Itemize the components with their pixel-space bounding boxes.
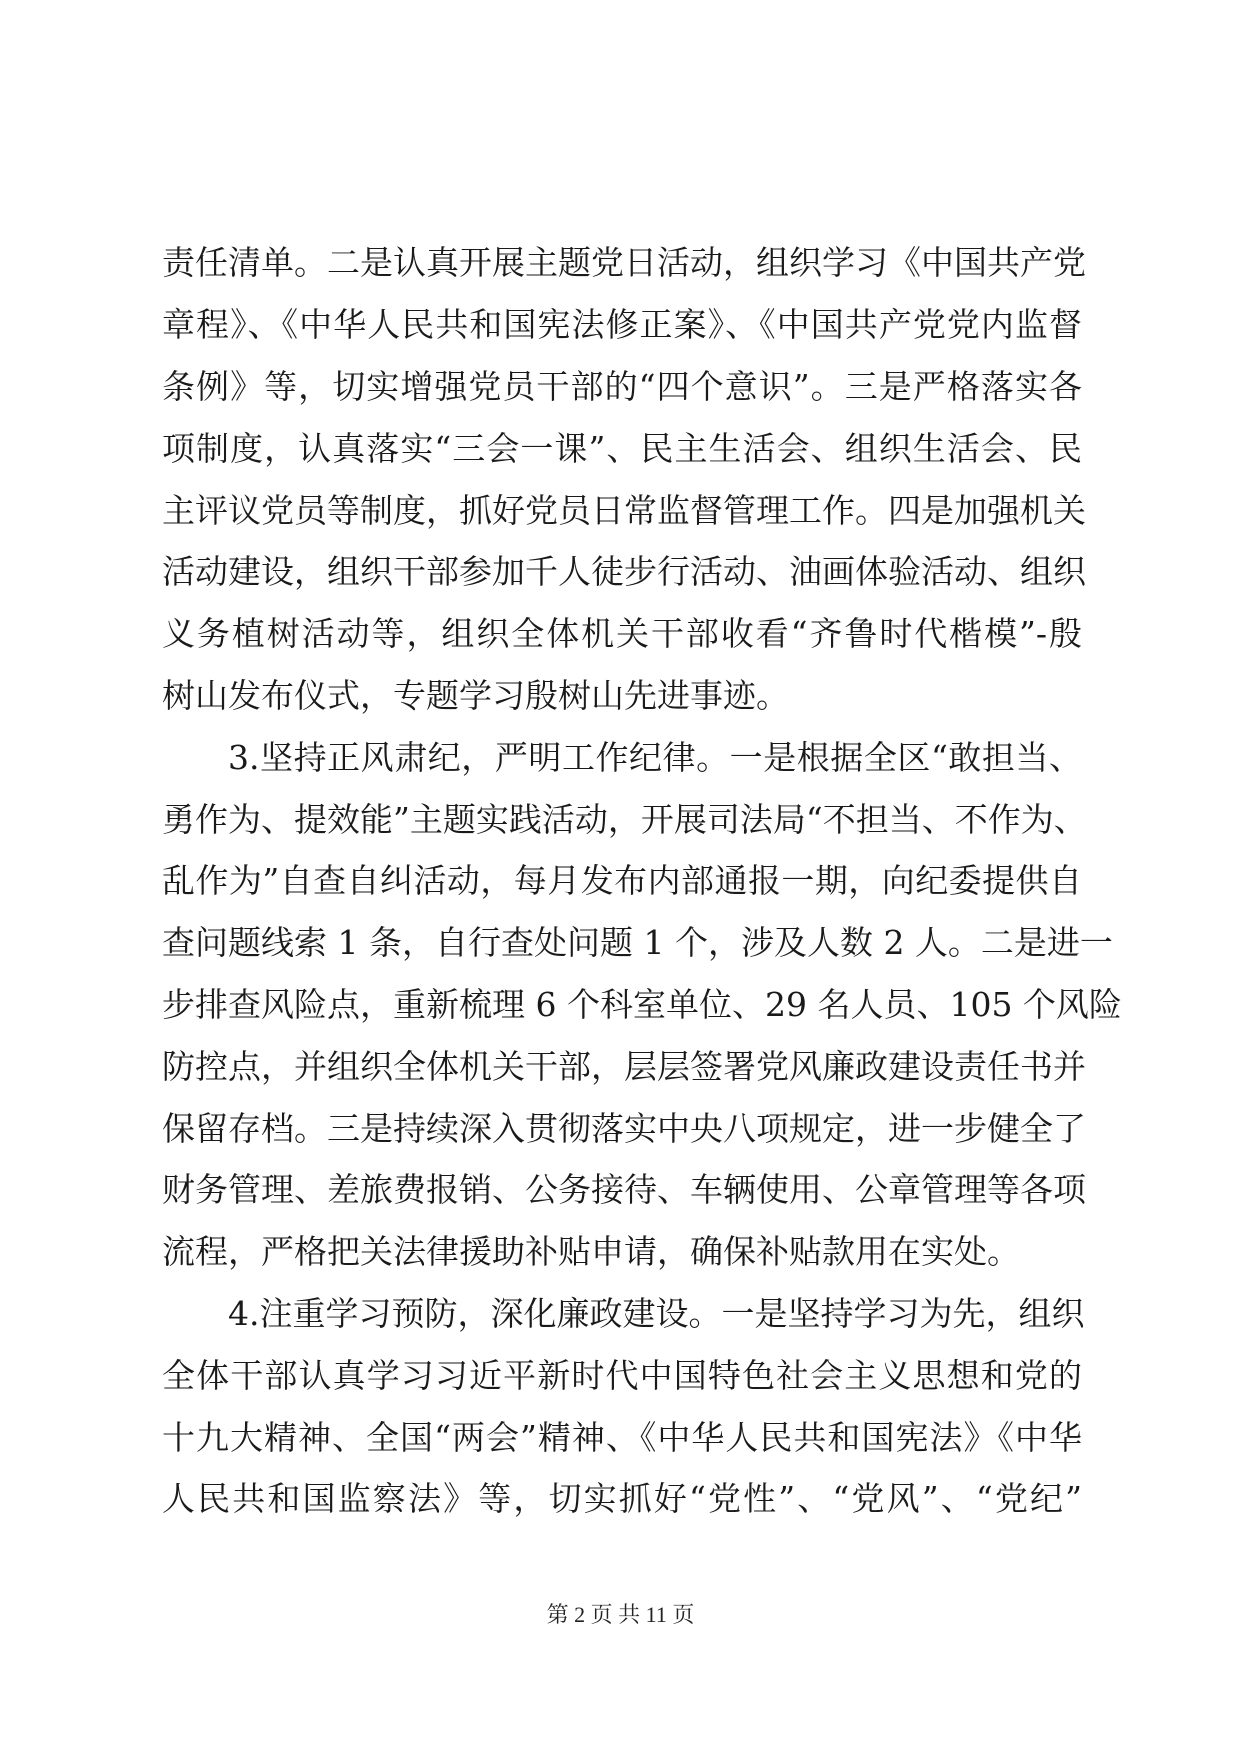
text-line: 财务管理、差旅费报销、公务接待、车辆使用、公章管理等各项 <box>162 1170 1086 1210</box>
text-line: 项制度，认真落实“三会一课”、民主生活会、组织生活会、民 <box>162 428 1082 468</box>
text-line: 保留存档。三是持续深入贯彻落实中央八项规定，进一步健全了 <box>162 1108 1086 1148</box>
paragraph-4-heading-line: 4.注重学习预防，深化廉政建设。一是坚持学习为先，组织 <box>228 1293 1085 1333</box>
text-line: 步排查风险点，重新梳理 6 个科室单位、29 名人员、105 个风险 <box>162 984 1122 1024</box>
document-body <box>162 230 1122 1528</box>
text-line: 条例》等，切实增强党员干部的“四个意识”。三是严格落实各 <box>162 366 1082 406</box>
text-line: 活动建设，组织干部参加千人徒步行活动、油画体验活动、组织 <box>162 552 1086 592</box>
text-line: 勇作为、提效能”主题实践活动，开展司法局“不担当、不作为、 <box>162 799 1087 839</box>
text-line: 人民共和国监察法》等，切实抓好“党性”、“党风”、“党纪” <box>162 1479 1082 1519</box>
text-line: 主评议党员等制度，抓好党员日常监督管理工作。四是加强机关 <box>162 490 1086 530</box>
text-line: 全体干部认真学习习近平新时代中国特色社会主义思想和党的 <box>162 1355 1082 1395</box>
text-line: 十九大精神、全国“两会”精神、《中华人民共和国宪法》《中华 <box>162 1417 1082 1457</box>
page-number-footer: 第 2 页 共 11 页 <box>546 1602 695 1627</box>
text-line: 章程》、《中华人民共和国宪法修正案》、《中国共产党党内监督 <box>162 305 1082 345</box>
paragraph-3-heading-line: 3.坚持正风肃纪，严明工作纪律。一是根据全区“敢担当、 <box>228 737 1082 777</box>
text-line: 乱作为”自查自纠活动，每月发布内部通报一期，向纪委提供自 <box>162 861 1082 901</box>
text-line: 流程，严格把关法律援助补贴申请，确保补贴款用在实处。 <box>162 1232 1020 1272</box>
text-line: 防控点，并组织全体机关干部，层层签署党风廉政建设责任书并 <box>162 1046 1086 1086</box>
text-line: 树山发布仪式，专题学习殷树山先进事迹。 <box>162 675 789 715</box>
text-line: 责任清单。二是认真开展主题党日活动，组织学习《中国共产党 <box>162 243 1086 283</box>
text-line: 义务植树活动等，组织全体机关干部收看“齐鲁时代楷模”-殷 <box>162 614 1082 654</box>
text-line: 查问题线索 1 条，自行查处问题 1 个，涉及人数 2 人。二是进一 <box>162 923 1113 963</box>
